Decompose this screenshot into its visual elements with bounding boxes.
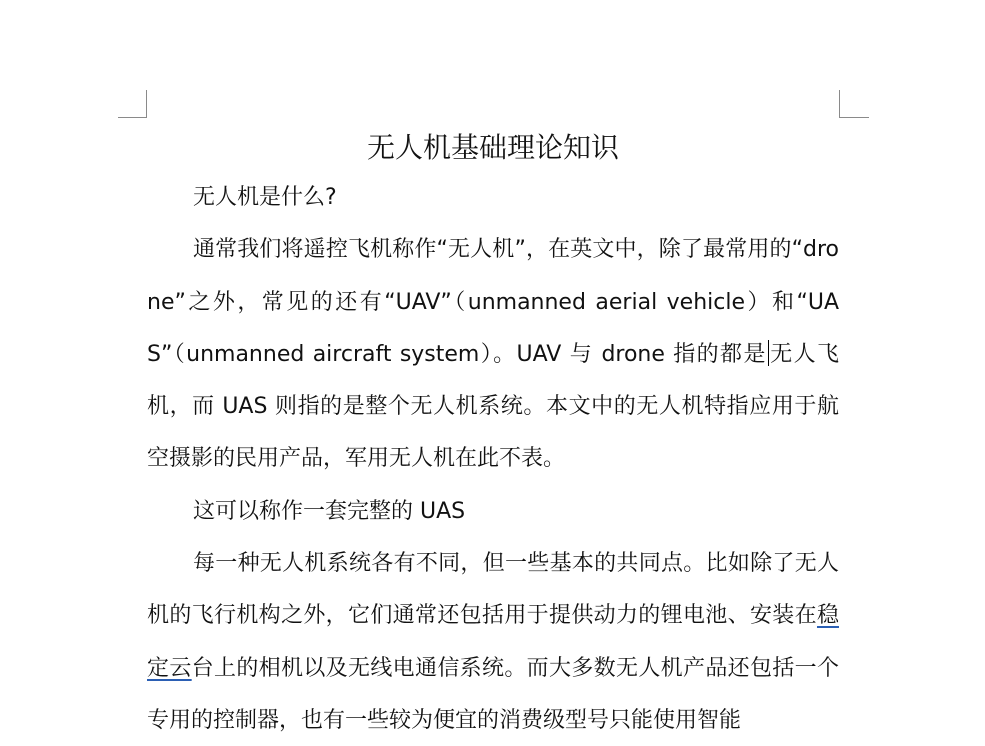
paragraph-question: 无人机是什么? — [193, 185, 337, 210]
document-title: 无人机基础理论知识 — [366, 131, 619, 164]
paragraph-components-before: 每一种无人机系统各有不同，但一些基本的共同点。比如除了无人机的飞行机构之外，它们通常还包括用于提供动力的锂电池、安装在 — [147, 551, 839, 629]
top-left-corner-mark — [146, 90, 147, 118]
paragraph-uas: 这可以称作一套完整的 UAS — [193, 498, 466, 524]
top-left-corner-mark-horizontal — [118, 117, 147, 118]
paragraph-definition-text: 通常我们将遥控飞机称作“无人机”，在英文中，除了最常用的“drone”之外，常见的还有“UAV”（unmanned aerial vehicle）和“UAS”（unmanned aircraft system）。UAV 与 drone 指的都是 — [147, 237, 839, 367]
paragraph-definition-continued: 无人飞机，而 UAS 则指的是整个无人机系统。本文中的无人机特指应用于航空摄影的民用产品，军用无人机在此不表。 — [147, 341, 839, 472]
top-right-corner-mark-horizontal — [839, 117, 869, 118]
top-right-corner-mark — [839, 90, 840, 118]
paragraph-definition — [147, 224, 839, 485]
document-body[interactable] — [147, 126, 839, 746]
gimbal-underlined-text[interactable]: 稳定云 — [147, 603, 839, 681]
paragraph-components-after: 台上的相机以及无线电通信系统。而大多数无人机产品还包括一个专用的控制器，也有一些较为便宜的消费级型号只能使用智能 — [147, 655, 839, 733]
paragraph-components — [147, 538, 839, 746]
